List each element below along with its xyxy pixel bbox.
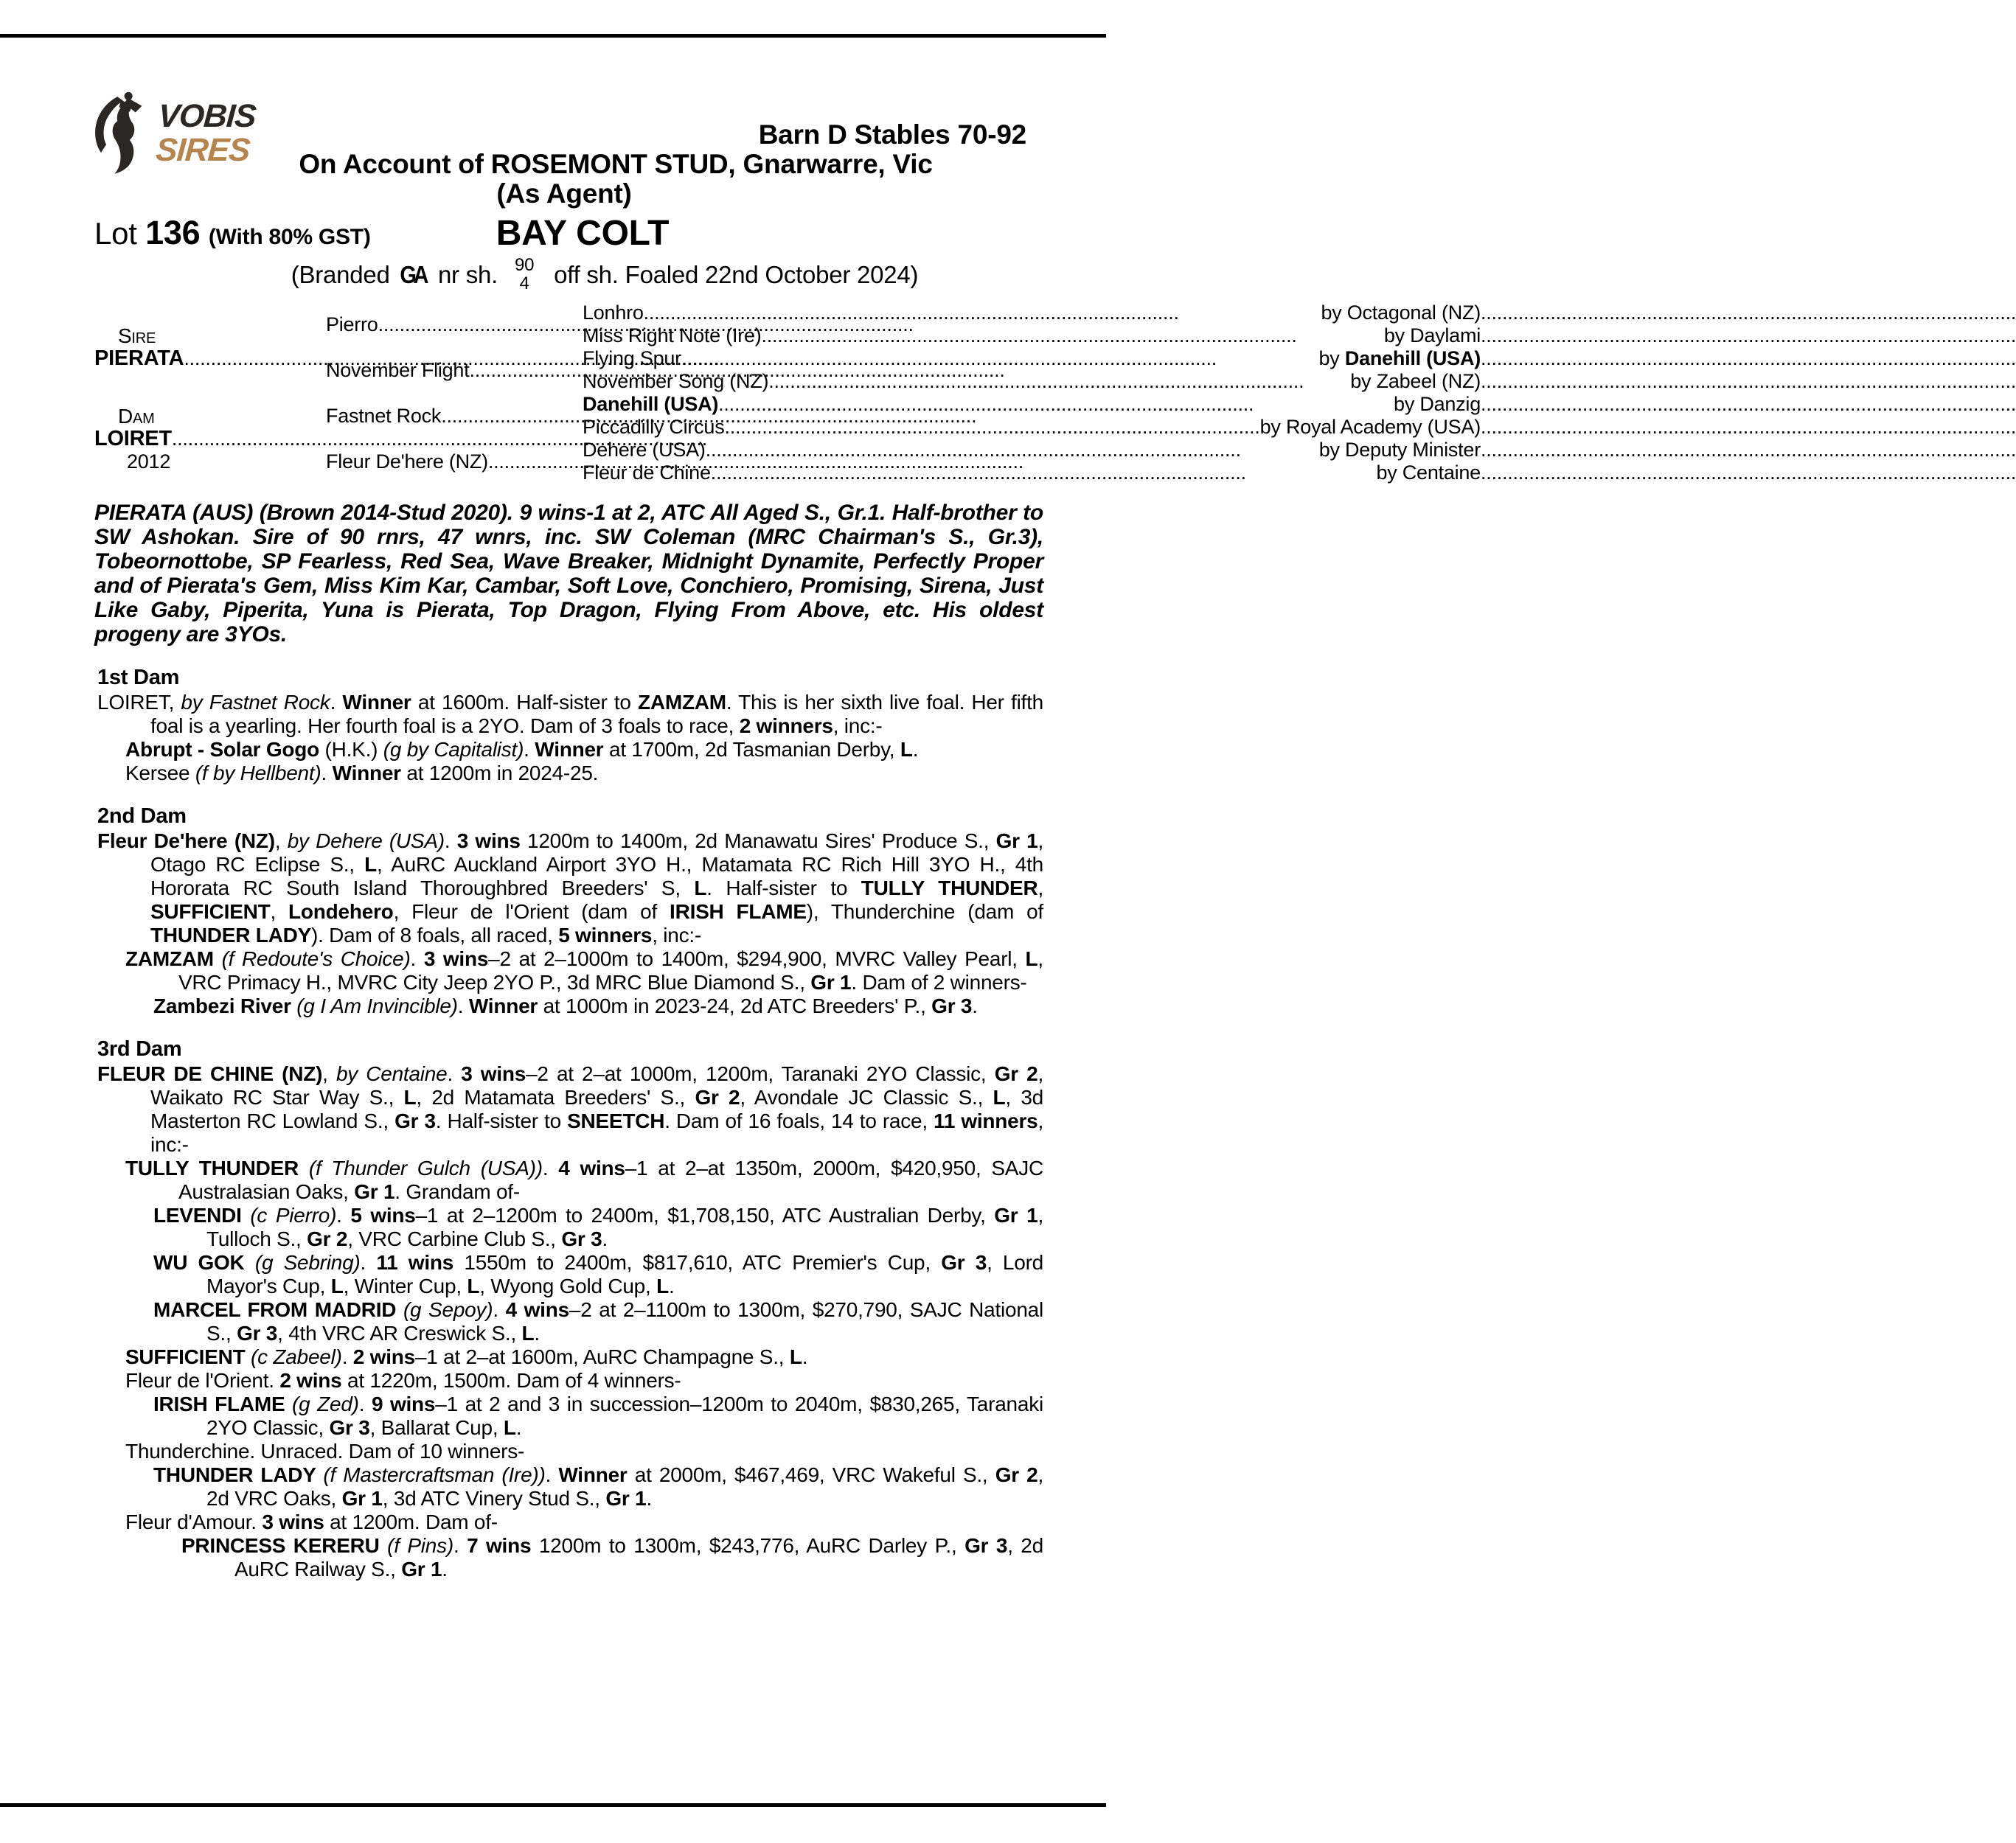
sire-label: Sire xyxy=(118,324,156,347)
catalog-page xyxy=(0,38,1481,1581)
vobis-sires-logo xyxy=(87,74,257,192)
pedigree-ancestor-row: Fleur de Chine ..... by Centaine ..... xyxy=(562,461,2016,484)
pedigree-table xyxy=(94,302,1481,484)
pedigree-ancestor-row: Danehill (USA) ..... by Danzig ..... xyxy=(562,393,2016,416)
pedigree-entry: Kersee (f by Hellbent). Winner at 1200m in 2024-25. xyxy=(125,762,599,784)
pedigree-entry: THUNDER LADY (f Mastercraftsman (Ire)). Winner at 2000m, $467,469, VRC Wakeful S., Gr 2, 2d VRC Oaks, Gr 1, 3d ATC Vinery Stud S., Gr 1. xyxy=(153,1463,1043,1510)
brand-letters: GA xyxy=(399,261,425,288)
pedigree-entry: Fleur d'Amour. 3 wins at 1200m. Dam of- xyxy=(125,1511,498,1533)
pedigree-parent-cell: Fleur De'here (NZ) ..... xyxy=(316,439,562,484)
pedigree-parent-cell: Fastnet Rock ..... xyxy=(316,393,562,439)
pedigree-entry: Thunderchine. Unraced. Dam of 10 winners- xyxy=(125,1440,525,1463)
pedigree-entry: ZAMZAM (f Redoute's Choice). 3 wins–2 at 2–1000m to 1400m, $294,900, MVRC Valley Pearl, L, VRC Primacy H., MVRC City Jeep 2YO P., 3d MRC Blue Diamond S., Gr 1. Dam of 2 winners- xyxy=(125,947,1043,994)
pedigree-parent-cell: Pierro ..... xyxy=(316,302,562,347)
pedigree-by-cell: by Deputy Minister ..... xyxy=(1319,439,2016,461)
pedigree-parent-cell: November Flight ..... xyxy=(316,347,562,393)
pedigree-ancestor-row: Dehere (USA) ..... by Deputy Minister ..... xyxy=(562,439,2016,461)
page-header xyxy=(0,38,1106,215)
brand-suffix: off sh. Foaled 22nd October 2024) xyxy=(554,261,919,288)
logo-wordmark xyxy=(155,100,257,167)
pedigree-by-cell: by Octagonal (NZ) ..... xyxy=(1321,302,2016,324)
vendor-line: On Account of ROSEMONT STUD, Gnarwarre, Vic xyxy=(299,149,933,179)
pedigree-entry: FLEUR DE CHINE (NZ), by Centaine. 3 wins–2 at 2–at 1000m, 1200m, Taranaki 2YO Classic, Gr 2, Waikato RC Star Way S., L, 2d Matamata Breeders' S., Gr 2, Avondale JC Classic S., L, 3d Masterton RC Lowland S., Gr 3. Half-sister to SNEETCH. Dam of 16 foals, 14 to race, 11 winners, inc:- xyxy=(97,1062,1044,1156)
dam-label: Dam xyxy=(118,404,155,428)
barn-stables-line: Barn D Stables 70-92 xyxy=(758,119,1026,150)
pedigree-entry: SUFFICIENT (c Zabeel). 2 wins–1 at 2–at 1600m, AuRC Champagne S., L. xyxy=(125,1345,808,1368)
pedigree-by-cell: by Daylami ..... xyxy=(1384,324,2016,347)
pedigree-entry: Fleur de l'Orient. 2 wins at 1220m, 1500m. Dam of 4 winners- xyxy=(125,1369,681,1392)
pedigree-entry: PRINCESS KERERU (f Pins). 7 wins 1200m to 1300m, $243,776, AuRC Darley P., Gr 3, 2d AuRC Railway S., Gr 1. xyxy=(181,1534,1043,1581)
logo-line-vobis: VOBIS xyxy=(156,98,257,134)
pedigree-ancestor-row: Lonhro ..... by Octagonal (NZ) ..... xyxy=(562,302,2016,324)
dam-section xyxy=(94,666,1043,785)
pedigree-sire-cell xyxy=(94,302,316,393)
pedigree-entry: LOIRET, by Fastnet Rock. Winner at 1600m. Half-sister to ZAMZAM. This is her sixth live foal. Her fifth foal is a yearling. Her fourth foal is a 2YO. Dam of 3 foals to race, 2 winners, inc:- xyxy=(97,691,1043,737)
pedigree-entry: IRISH FLAME (g Zed). 9 wins–1 at 2 and 3 in succession–1200m to 2040m, $830,265, Taranaki 2YO Classic, Gr 3, Ballarat Cup, L. xyxy=(153,1393,1043,1439)
lot-label: Lot xyxy=(94,216,137,251)
pedigree-by-cell: by Royal Academy (USA) ..... xyxy=(1260,416,2016,439)
lot-gst-note: (With 80% GST) xyxy=(208,225,371,249)
pedigree-ancestor-row: November Song (NZ) ..... by Zabeel (NZ) ..... xyxy=(562,370,2016,393)
pedigree-ancestor-row: Piccadilly Circus ..... by Royal Academy (USA) ..... xyxy=(562,416,2016,439)
dam-section-heading: 2nd Dam xyxy=(97,804,187,828)
pedigree-ancestor-row: Flying Spur ..... by Danehill (USA) ..... xyxy=(562,347,2016,370)
pedigree-dam-cell xyxy=(94,393,316,484)
pedigree-entry: MARCEL FROM MADRID (g Sepoy). 4 wins–2 at 2–1100m to 1300m, $270,790, SAJC National S., Gr 3, 4th VRC AR Creswick S., L. xyxy=(153,1298,1043,1345)
pedigree-by-cell: by Centaine ..... xyxy=(1376,461,2016,484)
pedigree-entry: WU GOK (g Sebring). 11 wins 1550m to 2400m, $817,610, ATC Premier's Cup, Gr 3, Lord Mayor's Cup, L, Winter Cup, L, Wyong Gold Cup, L. xyxy=(153,1251,1043,1297)
horse-jockey-icon xyxy=(87,78,157,189)
brand-mid: nr sh. xyxy=(437,261,498,288)
pedigree-ancestor-row: Miss Right Note (Ire) ..... by Daylami ..... xyxy=(562,324,2016,347)
pedigree-entry: Fleur De'here (NZ), by Dehere (USA). 3 wins 1200m to 1400m, 2d Manawatu Sires' Produce S., Gr 1, Otago RC Eclipse S., L, AuRC Auckland Airport 3YO H., Matamata RC Rich Hill 3YO H., 4th Hororata RC South Island Thoroughbred Breeders' S, L. Half-sister to TULLY THUNDER, SUFFICIENT, Londehero, Fleur de l'Orient (dam of IRISH FLAME), Thunderchine (dam of THUNDER LADY). Dam of 8 foals, all raced, 5 winners, inc:- xyxy=(97,829,1044,947)
dam-section xyxy=(94,1037,1043,1581)
sire-summary: PIERATA (AUS) (Brown 2014-Stud 2020). 9 wins-1 at 2, ATC All Aged S., Gr.1. Half-brother to SW Ashokan. Sire of 90 rnrs, 47 wnrs, inc. SW Coleman (MRC Chairman's S., Gr.3), Tobeornottobe, SP Fearless, Red Sea, Wave Breaker, Midnight Dynamite, Perfectly Proper and of Pierata's Gem, Miss Kim Kar, Cambar, Soft Love, Conchiero, Promising, Sirena, Just Like Gaby, Piperita, Yuna is Pierata, Top Dragon, Flying From Above, etc. His oldest progeny are 3YOs. xyxy=(94,501,1043,647)
agent-line: (As Agent) xyxy=(496,178,632,209)
dam-section xyxy=(94,804,1043,1018)
horse-description: BAY COLT xyxy=(496,214,670,253)
lot-row xyxy=(0,215,1106,253)
pedigree-by-cell: by Danehill (USA) ..... xyxy=(1319,347,2016,370)
dam-section-heading: 3rd Dam xyxy=(97,1037,182,1061)
sire-name: PIERATA xyxy=(94,346,184,370)
logo-line-sires: SIRES xyxy=(154,132,251,168)
brand-prefix: (Branded xyxy=(291,261,390,288)
brand-number-top: 90 xyxy=(514,255,535,276)
dam-sections xyxy=(94,666,1043,1581)
bottom-divider xyxy=(0,1803,1106,1807)
brand-line xyxy=(0,254,1106,297)
brand-number-fraction xyxy=(515,256,534,293)
pedigree-entry: LEVENDI (c Pierro). 5 wins–1 at 2–1200m to 2400m, $1,708,150, ATC Australian Derby, Gr 1, Tulloch S., Gr 2, VRC Carbine Club S., Gr 3. xyxy=(153,1204,1043,1250)
pedigree-entry: Zambezi River (g I Am Invincible). Winner at 1000m in 2023-24, 2d ATC Breeders' P., Gr 3. xyxy=(153,994,978,1017)
pedigree-by-cell: by Danzig ..... xyxy=(1394,393,2016,416)
dam-section-heading: 1st Dam xyxy=(97,666,180,689)
pedigree-by-cell: by Zabeel (NZ) ..... xyxy=(1350,370,2016,393)
pedigree-entry: Abrupt - Solar Gogo (H.K.) (g by Capitalist). Winner at 1700m, 2d Tasmanian Derby, L. xyxy=(125,738,919,761)
pedigree-entry: TULLY THUNDER (f Thunder Gulch (USA)). 4 wins–1 at 2–at 1350m, 2000m, $420,950, SAJC Australasian Oaks, Gr 1. Grandam of- xyxy=(125,1157,1043,1203)
lot-number: 136 xyxy=(145,214,201,251)
dam-year: 2012 xyxy=(127,450,171,473)
dam-name: LOIRET xyxy=(94,426,172,450)
brand-number-bottom: 4 xyxy=(519,274,529,294)
